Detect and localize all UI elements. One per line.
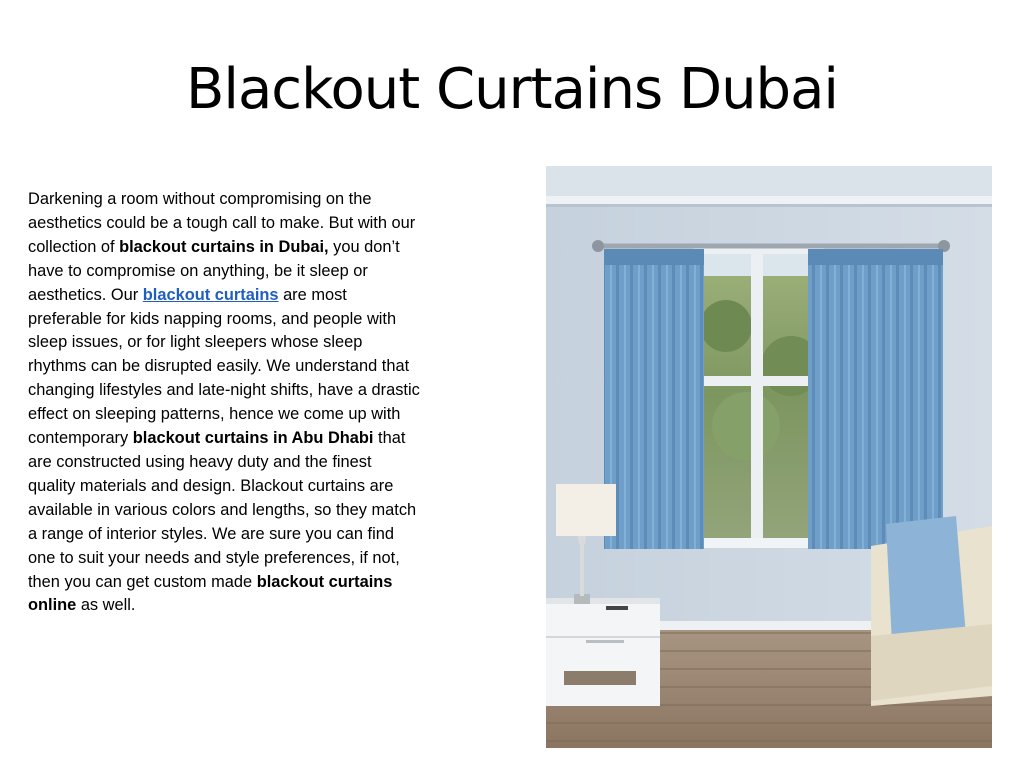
bold-phrase: blackout curtains online <box>28 572 393 615</box>
curtains-photo <box>546 166 992 748</box>
page-title: Blackout Curtains Dubai <box>186 57 838 122</box>
bold-phrase: blackout curtains in Abu Dhabi <box>132 429 374 448</box>
text-segment: as well. <box>76 596 136 615</box>
description-paragraph <box>28 188 420 618</box>
text-segment: that are constructed using heavy duty and the finest quality materials and design. Blackout curtains are available in various colors and lengths, so they match a range of interior styles. We are sure you can find one to suit your needs and style preferences, if not, then you can get custom made <box>28 429 417 591</box>
bold-phrase: blackout curtains in Dubai, <box>119 237 329 256</box>
text-segment: Darkening a room without compromising on the aesthetics could be a tough call to make. But with our collection of <box>28 190 416 256</box>
text-segment: are most preferable for kids napping rooms, and people with sleep issues, or for light sleepers whose sleep rhythms can be disrupted easily. We understand that changing lifestyles and late-night shifts, have a drastic effect on sleeping patterns, hence we come up with contemporary <box>28 285 420 448</box>
text-segment: you don’t have to compromise on anything, be it sleep or aesthetics. Our <box>28 237 400 304</box>
blackout-curtains-link[interactable]: blackout curtains <box>142 285 279 304</box>
